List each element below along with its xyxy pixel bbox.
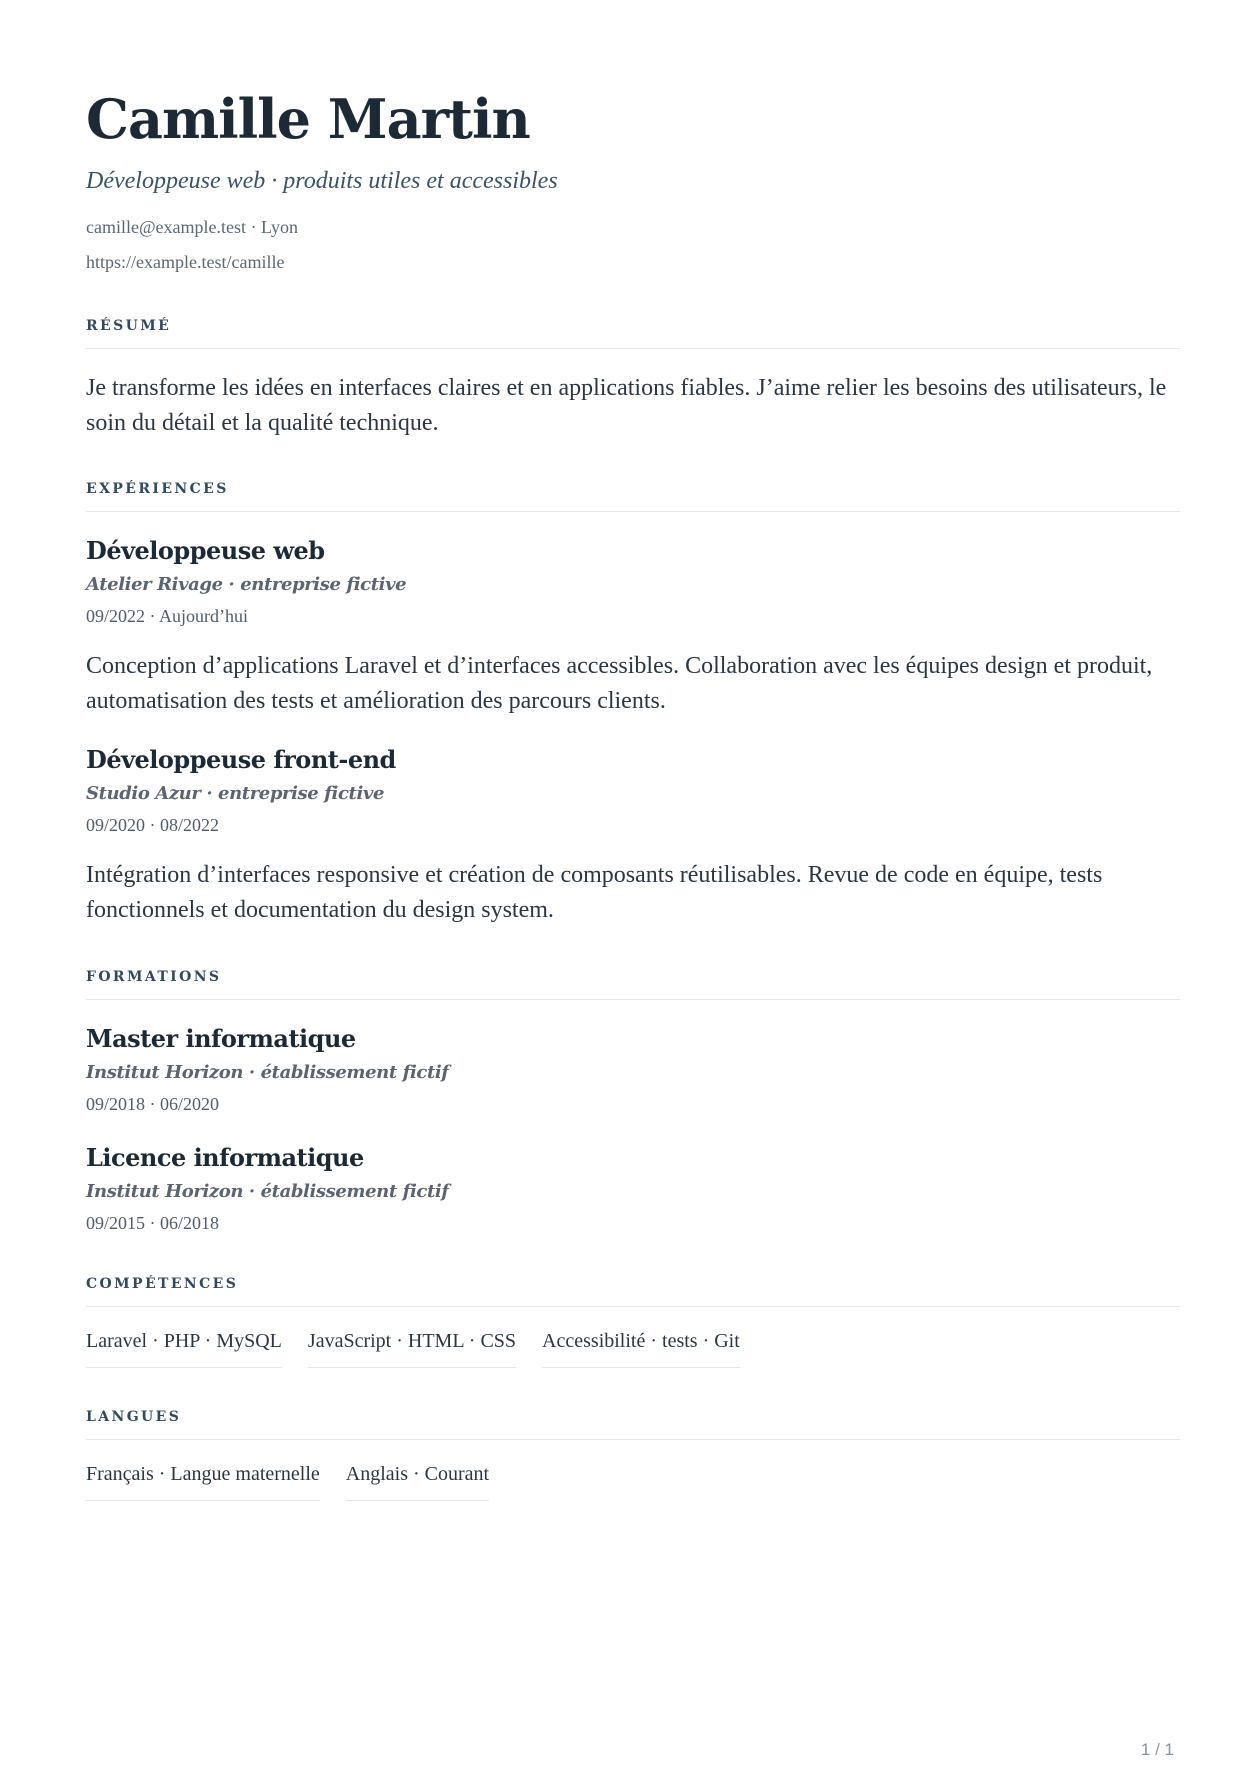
experience-dates: 09/2022 · Aujourd’hui	[86, 606, 248, 626]
experience-entry	[86, 534, 1180, 719]
resume-page	[86, 80, 1180, 1501]
languages-list	[86, 1460, 1180, 1501]
formation-institution: Institut Horizon · établissement fictif	[86, 1181, 449, 1202]
formation-title: Licence informatique	[86, 1143, 364, 1172]
experience-title: Développeuse web	[86, 536, 325, 565]
section-langues	[86, 1409, 1180, 1501]
section-title-competences: COMPÉTENCES	[86, 1276, 1180, 1307]
experience-description: Intégration d’interfaces responsive et création de composants réutilisables. Revue de code en équipe, tests fonctionnels et documentation du design system.	[86, 862, 1103, 923]
section-title-experiences: EXPÉRIENCES	[86, 481, 1180, 512]
formation-title: Master informatique	[86, 1024, 356, 1053]
formation-dates: 09/2015 · 06/2018	[86, 1213, 219, 1233]
summary-text: Je transforme les idées en interfaces claires et en applications fiables. J’aime relier les besoins des utilisateurs, le soin du détail et la qualité technique.	[86, 375, 1167, 436]
section-resume	[86, 318, 1180, 441]
experience-dates: 09/2020 · 08/2022	[86, 815, 219, 835]
experience-organization: Atelier Rivage · entreprise fictive	[86, 574, 407, 595]
section-title-langues: LANGUES	[86, 1409, 1180, 1440]
cv-header	[86, 80, 1180, 280]
section-competences	[86, 1276, 1180, 1368]
skill-item: Laravel · PHP · MySQL	[86, 1327, 282, 1368]
skills-list	[86, 1327, 1180, 1368]
contact-email-location: camille@example.test · Lyon	[86, 217, 299, 237]
contact-info	[86, 210, 1180, 280]
skill-item: JavaScript · HTML · CSS	[308, 1327, 516, 1368]
skill-item: Accessibilité · tests · Git	[542, 1327, 740, 1368]
page-number: 1 / 1	[1140, 1740, 1174, 1759]
section-title-formations: FORMATIONS	[86, 969, 1180, 1000]
section-title-resume: RÉSUMÉ	[86, 318, 1180, 349]
formation-institution: Institut Horizon · établissement fictif	[86, 1062, 449, 1083]
person-name: Camille Martin	[86, 87, 530, 151]
formation-entry	[86, 1141, 1180, 1236]
formation-entry	[86, 1022, 1180, 1117]
section-formations	[86, 969, 1180, 1236]
experience-entry	[86, 743, 1180, 928]
experience-description: Conception d’applications Laravel et d’interfaces accessibles. Collaboration avec les équipes design et produit, automatisation des tests et amélioration des parcours clients.	[86, 653, 1153, 714]
contact-website: https://example.test/camille	[86, 252, 285, 272]
experience-organization: Studio Azur · entreprise fictive	[86, 783, 385, 804]
tagline: Développeuse web · produits utiles et accessibles	[86, 168, 558, 194]
language-item: Anglais · Courant	[346, 1460, 489, 1501]
language-item: Français · Langue maternelle	[86, 1460, 320, 1501]
section-experiences	[86, 481, 1180, 928]
experience-title: Développeuse front-end	[86, 745, 396, 774]
formation-dates: 09/2018 · 06/2020	[86, 1094, 219, 1114]
